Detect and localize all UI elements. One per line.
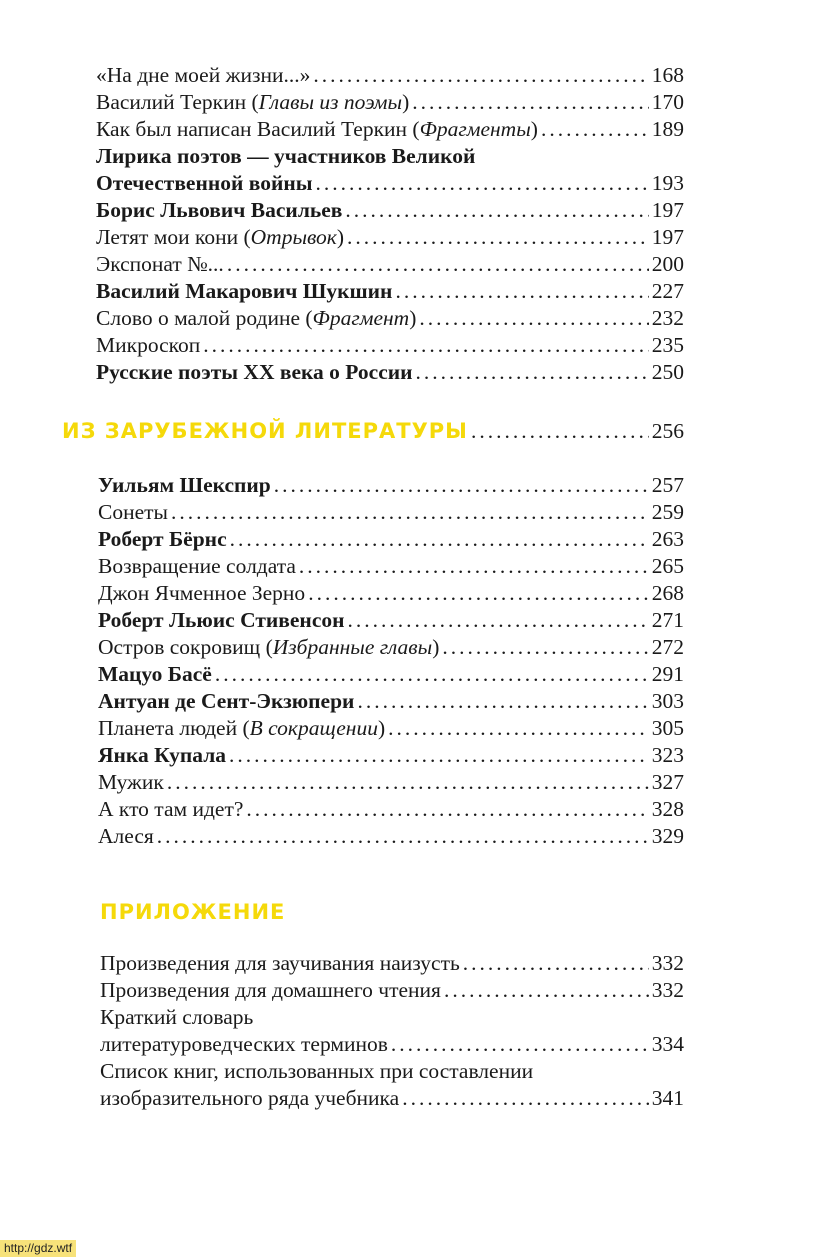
toc-entry: [96, 332, 684, 359]
entry-title: Джон Ячменное Зерно: [98, 581, 306, 605]
page-number: 170: [651, 90, 684, 114]
leader-dots: [227, 251, 649, 278]
toc-entry: [98, 553, 684, 580]
entry-title: Планета людей (В сокращении): [98, 716, 386, 740]
page-number: 250: [651, 360, 684, 384]
page-number: 259: [651, 500, 684, 524]
page-number: 334: [651, 1032, 684, 1056]
leader-dots: [246, 796, 648, 823]
toc-entry: [98, 688, 684, 715]
page-number: 332: [651, 978, 684, 1002]
page-number: 341: [651, 1086, 684, 1110]
toc-entry: [96, 305, 684, 332]
toc-entry: [96, 359, 684, 386]
entry-title: Уильям Шекспир: [98, 473, 271, 497]
leader-dots: [442, 634, 648, 661]
page-number: 329: [651, 824, 684, 848]
entry-title: Сонеты: [98, 500, 168, 524]
toc-entry: [98, 661, 684, 688]
section-title: ИЗ ЗАРУБЕЖНОЙ ЛИТЕРАТУРЫ: [62, 419, 468, 443]
page-number: 197: [651, 225, 684, 249]
page-number: 303: [651, 689, 684, 713]
page-number: 327: [651, 770, 684, 794]
leader-dots: [357, 688, 648, 715]
leader-dots: [229, 742, 649, 769]
page-number: 271: [651, 608, 684, 632]
page-number: 257: [651, 473, 684, 497]
leader-dots: [416, 359, 649, 386]
page-number: 291: [651, 662, 684, 686]
toc-entry: [96, 89, 684, 116]
leader-dots: [203, 332, 648, 359]
leader-dots: [402, 1085, 649, 1112]
leader-dots: [274, 472, 649, 499]
toc-entry: [100, 1085, 684, 1112]
page-number: 256: [651, 419, 684, 443]
entry-title: Василий Макарович Шукшин: [96, 279, 393, 303]
entry-title-line1: Список книг, использованных при составлении: [100, 1059, 534, 1083]
toc-entry: [98, 580, 684, 607]
toc-entry: [98, 472, 684, 499]
toc-entry: [98, 823, 684, 850]
leader-dots: [463, 950, 649, 977]
page-number: 272: [651, 635, 684, 659]
entry-title: «На дне моей жизни...»: [96, 63, 311, 87]
toc-entry: [96, 170, 684, 197]
leader-dots: [299, 553, 649, 580]
page-number: 235: [651, 333, 684, 357]
toc-entry: [96, 251, 684, 278]
leader-dots: [388, 715, 649, 742]
entry-title-line1: Краткий словарь: [100, 1005, 254, 1029]
entry-title: Янка Купала: [98, 743, 227, 767]
entry-title: Экспонат №...: [96, 252, 224, 276]
leader-dots: [391, 1031, 649, 1058]
page-number: 197: [651, 198, 684, 222]
leader-dots: [171, 499, 649, 526]
entry-title: Мацуо Басё: [98, 662, 212, 686]
leader-dots: [316, 170, 649, 197]
entry-title: Русские поэты XX века о России: [96, 360, 413, 384]
page-number: 168: [651, 63, 684, 87]
toc-entry: [98, 769, 684, 796]
entry-title: Борис Львович Васильев: [96, 198, 343, 222]
page-number: 200: [651, 252, 684, 276]
leader-dots: [167, 769, 649, 796]
page-number: 328: [651, 797, 684, 821]
leader-dots: [313, 62, 648, 89]
page-number: 323: [651, 743, 684, 767]
toc-entry: [98, 499, 684, 526]
toc-entry: [96, 197, 684, 224]
leader-dots: [157, 823, 649, 850]
page-number: 189: [651, 117, 684, 141]
page-number: 232: [651, 306, 684, 330]
entry-title: литературоведческих терминов: [100, 1032, 388, 1056]
entry-title: Возвращение солдата: [98, 554, 296, 578]
toc-entry: [96, 116, 684, 143]
leader-dots: [444, 977, 649, 1004]
page-number: 305: [651, 716, 684, 740]
leader-dots: [541, 116, 649, 143]
section-heading-foreign: [62, 418, 684, 445]
toc-entry: [98, 715, 684, 742]
toc-entry: [100, 977, 684, 1004]
section-heading-appendix: ПРИЛОЖЕНИЕ: [100, 900, 286, 924]
entry-title: Произведения для домашнего чтения: [100, 978, 441, 1002]
toc-entry: [96, 278, 684, 305]
entry-title: Роберт Бёрнс: [98, 527, 227, 551]
entry-title: Мужик: [98, 770, 164, 794]
toc-entry: [98, 607, 684, 634]
entry-title: Остров сокровищ (Избранные главы): [98, 635, 440, 659]
toc-entry: [100, 1031, 684, 1058]
leader-dots: [230, 526, 649, 553]
entry-title: Слово о малой родине (Фрагмент): [96, 306, 417, 330]
page-number: 265: [651, 554, 684, 578]
entry-title: Алеся: [98, 824, 154, 848]
toc-entry: [96, 62, 684, 89]
page-number: 193: [651, 171, 684, 195]
entry-title-line1: Лирика поэтов — участников Великой: [96, 144, 476, 168]
entry-title: изобразительного ряда учебника: [100, 1086, 400, 1110]
leader-dots: [215, 661, 649, 688]
toc-entry: [98, 742, 684, 769]
leader-dots: [395, 278, 648, 305]
leader-dots: [419, 305, 648, 332]
entry-title: Отечественной войны: [96, 171, 313, 195]
entry-title: Роберт Льюис Стивенсон: [98, 608, 345, 632]
page-number: 332: [651, 951, 684, 975]
leader-dots: [308, 580, 649, 607]
toc-entry: [98, 634, 684, 661]
leader-dots: [471, 418, 649, 445]
leader-dots: [347, 224, 649, 251]
page-number: 227: [651, 279, 684, 303]
entry-title: Микроскоп: [96, 333, 201, 357]
page-number: 263: [651, 527, 684, 551]
entry-title: Летят мои кони (Отрывок): [96, 225, 345, 249]
toc-entry: [100, 950, 684, 977]
entry-title: Произведения для заучивания наизусть: [100, 951, 460, 975]
leader-dots: [348, 607, 649, 634]
page-number: 268: [651, 581, 684, 605]
entry-title: Антуан де Сент-Экзюпери: [98, 689, 355, 713]
entry-title: Василий Теркин (Главы из поэмы): [96, 90, 410, 114]
toc-entry: [98, 526, 684, 553]
entry-title: Как был написан Василий Теркин (Фрагменты): [96, 117, 538, 141]
leader-dots: [412, 89, 649, 116]
entry-title: А кто там идет?: [98, 797, 244, 821]
toc-entry: [98, 796, 684, 823]
toc-entry: [96, 224, 684, 251]
leader-dots: [345, 197, 648, 224]
watermark-link[interactable]: http://gdz.wtf: [0, 1240, 76, 1257]
